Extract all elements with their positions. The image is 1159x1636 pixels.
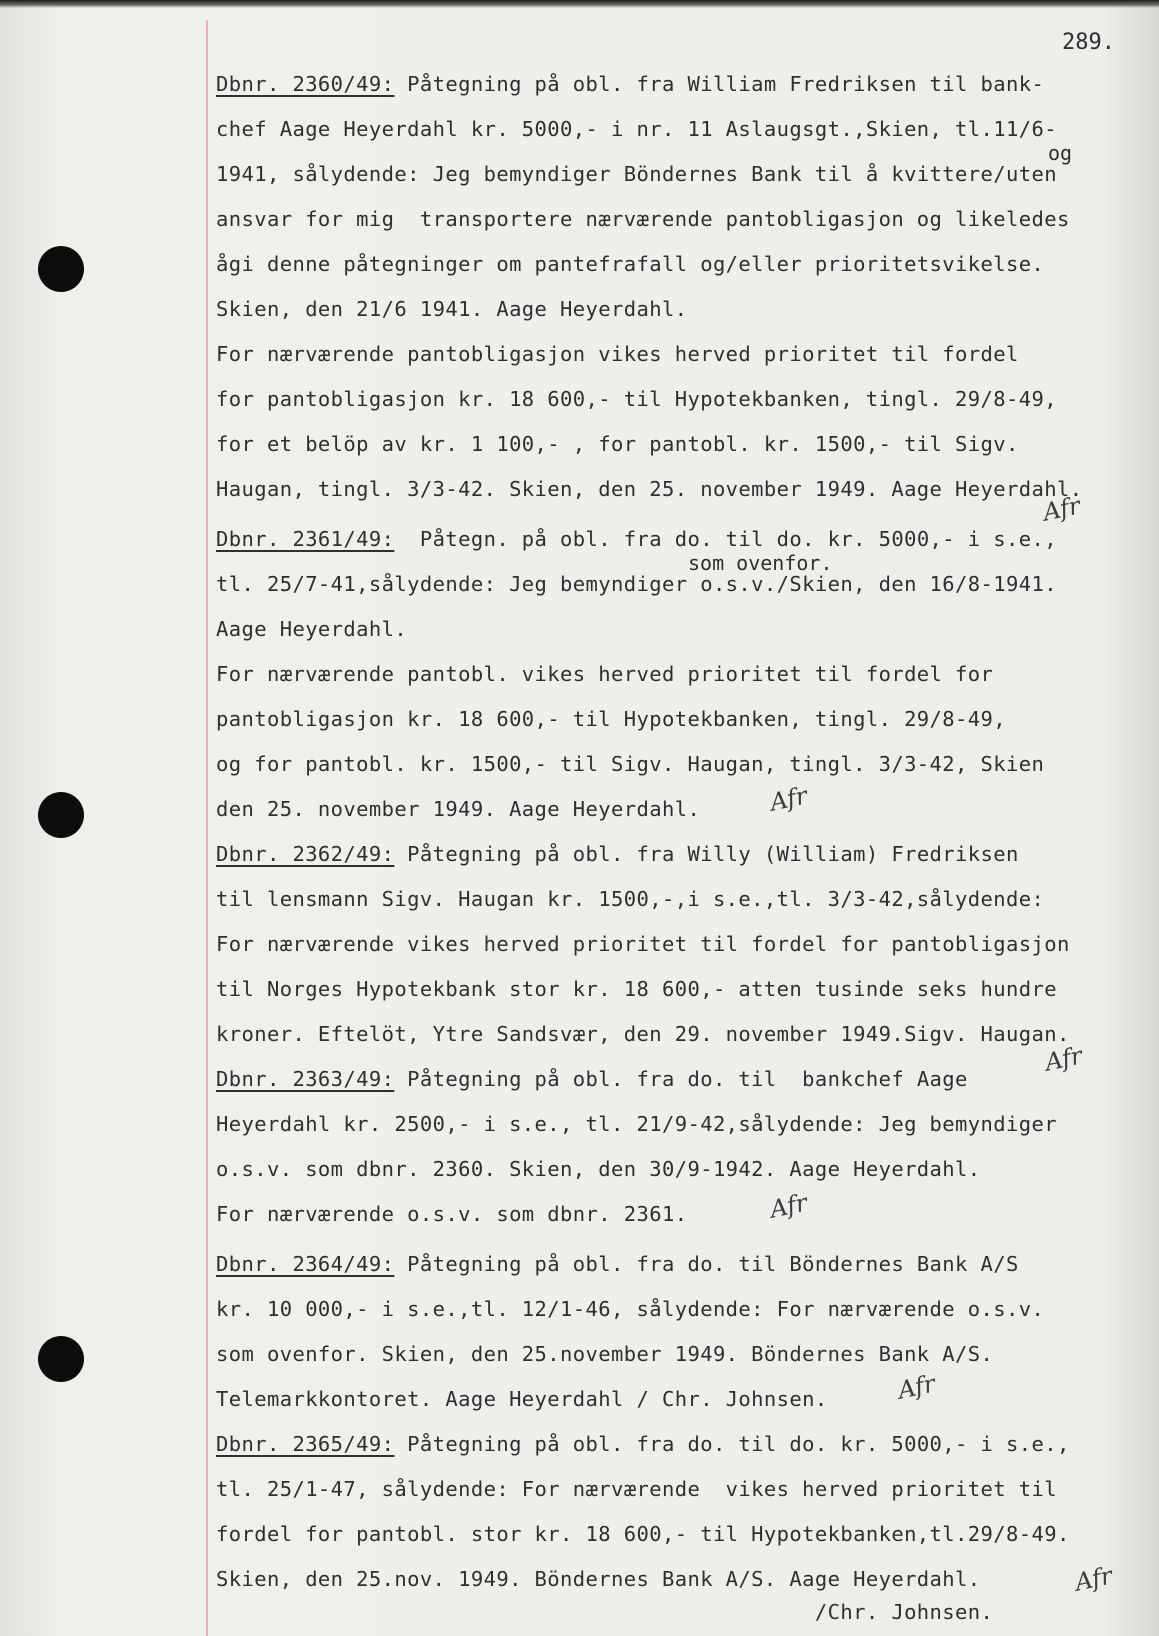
- entry-line: /Chr. Johnsen.: [216, 1600, 994, 1624]
- entry-line: o.s.v. som dbnr. 2360. Skien, den 30/9-1942. Aage Heyerdahl.: [216, 1157, 981, 1181]
- margin-rule: [206, 20, 208, 1636]
- entry-line: til Norges Hypotekbank stor kr. 18 600,- atten tusinde seks hundre: [216, 977, 1057, 1001]
- entry-line: Aage Heyerdahl.: [216, 617, 408, 641]
- punch-hole: [38, 246, 84, 292]
- handwritten-initials: Afr: [895, 1369, 938, 1405]
- interlinear-note: som ovenfor.: [688, 551, 833, 575]
- entry-line: fordel for pantobl. stor kr. 18 600,- til Hypotekbanken,tl.29/8-49.: [216, 1522, 1070, 1546]
- entry-line: [216, 1430, 1070, 1458]
- punch-hole: [38, 1336, 84, 1382]
- entry-line: Skien, den 25.nov. 1949. Böndernes Bank A/S. Aage Heyerdahl.: [216, 1567, 981, 1591]
- entry-text: Påtegning på obl. fra do. til bankchef Aage: [394, 1067, 968, 1091]
- entry-line: 1941, sålydende: Jeg bemyndiger Böndernes Bank til å kvittere/uten: [216, 162, 1057, 186]
- page-number: 289.: [1062, 30, 1115, 55]
- entry-line: og for pantobl. kr. 1500,- til Sigv. Haugan, tingl. 3/3-42, Skien: [216, 752, 1045, 776]
- entry-reference: Dbnr. 2363/49:: [216, 1067, 395, 1091]
- entry-reference: Dbnr. 2364/49:: [216, 1252, 395, 1276]
- entry-line: tl. 25/1-47, sålydende: For nærværende vikes herved prioritet til: [216, 1477, 1057, 1501]
- entry-line: til lensmann Sigv. Haugan kr. 1500,-,i s.e.,tl. 3/3-42,sålydende:: [216, 887, 1045, 911]
- entry-line: Telemarkkontoret. Aage Heyerdahl / Chr. Johnsen.: [216, 1387, 828, 1411]
- entry-line: Skien, den 21/6 1941. Aage Heyerdahl.: [216, 297, 688, 321]
- entry-line: som ovenfor. Skien, den 25.november 1949. Böndernes Bank A/S.: [216, 1342, 994, 1366]
- entry-line: pantobligasjon kr. 18 600,- til Hypotekbanken, tingl. 29/8-49,: [216, 707, 1007, 731]
- entry-line: for pantobligasjon kr. 18 600,- til Hypotekbanken, tingl. 29/8-49,: [216, 387, 1057, 411]
- handwritten-initials: Afr: [1042, 1041, 1085, 1077]
- entry-line: chef Aage Heyerdahl kr. 5000,- i nr. 11 Aslaugsgt.,Skien, tl.11/6-: [216, 117, 1057, 141]
- handwritten-initials: Afr: [767, 781, 810, 817]
- entry-line: tl. 25/7-41,sålydende: Jeg bemyndiger o.s.v./Skien, den 16/8-1941.: [216, 572, 1057, 596]
- entry-line: For nærværende pantobl. vikes herved prioritet til fordel for: [216, 662, 994, 686]
- entry-line: [216, 70, 1044, 98]
- entry-text: Påtegn. på obl. fra do. til do. kr. 5000,- i s.e.,: [394, 527, 1057, 551]
- entry-line: For nærværende vikes herved prioritet til fordel for pantobligasjon: [216, 932, 1070, 956]
- entry-reference: Dbnr. 2365/49:: [216, 1432, 395, 1456]
- entry-line: [216, 525, 1057, 553]
- entry-line: [216, 840, 1019, 868]
- entry-text: Påtegning på obl. fra William Fredriksen til bank-: [394, 72, 1045, 96]
- entry-text: Påtegning på obl. fra Willy (William) Fredriksen: [394, 842, 1019, 866]
- entry-line: Haugan, tingl. 3/3-42. Skien, den 25. november 1949. Aage Heyerdahl.: [216, 477, 1083, 501]
- handwritten-initials: Afr: [1072, 1561, 1115, 1597]
- entry-line: For nærværende pantobligasjon vikes herved prioritet til fordel: [216, 342, 1019, 366]
- entry-text: Påtegning på obl. fra do. til do. kr. 5000,- i s.e.,: [394, 1432, 1070, 1456]
- entry-reference: Dbnr. 2362/49:: [216, 842, 395, 866]
- entry-reference: Dbnr. 2361/49:: [216, 527, 395, 551]
- entry-text: Påtegning på obl. fra do. til Böndernes Bank A/S: [394, 1252, 1019, 1276]
- entry-reference: Dbnr. 2360/49:: [216, 72, 395, 96]
- entry-line: Heyerdahl kr. 2500,- i s.e., tl. 21/9-42,sålydende: Jeg bemyndiger: [216, 1112, 1057, 1136]
- page-top-edge: [0, 0, 1159, 8]
- entry-line: kroner. Eftelöt, Ytre Sandsvær, den 29. november 1949.Sigv. Haugan.: [216, 1022, 1070, 1046]
- handwritten-initials: Afr: [767, 1188, 810, 1224]
- entry-line: ansvar for mig transportere nærværende pantobligasjon og likeledes: [216, 207, 1070, 231]
- punch-hole: [38, 792, 84, 838]
- entry-line: for et belöp av kr. 1 100,- , for pantobl. kr. 1500,- til Sigv.: [216, 432, 1019, 456]
- entry-line: [216, 1250, 1019, 1278]
- handwritten-initials: Afr: [1040, 491, 1083, 527]
- entry-line: For nærværende o.s.v. som dbnr. 2361.: [216, 1202, 688, 1226]
- entry-line: [216, 1065, 968, 1093]
- interlinear-note: og: [1048, 141, 1073, 165]
- entry-line: den 25. november 1949. Aage Heyerdahl.: [216, 797, 701, 821]
- entry-line: ågi denne påtegninger om pantefrafall og/eller prioritetsvikelse.: [216, 252, 1045, 276]
- entry-line: kr. 10 000,- i s.e.,tl. 12/1-46, sålydende: For nærværende o.s.v.: [216, 1297, 1045, 1321]
